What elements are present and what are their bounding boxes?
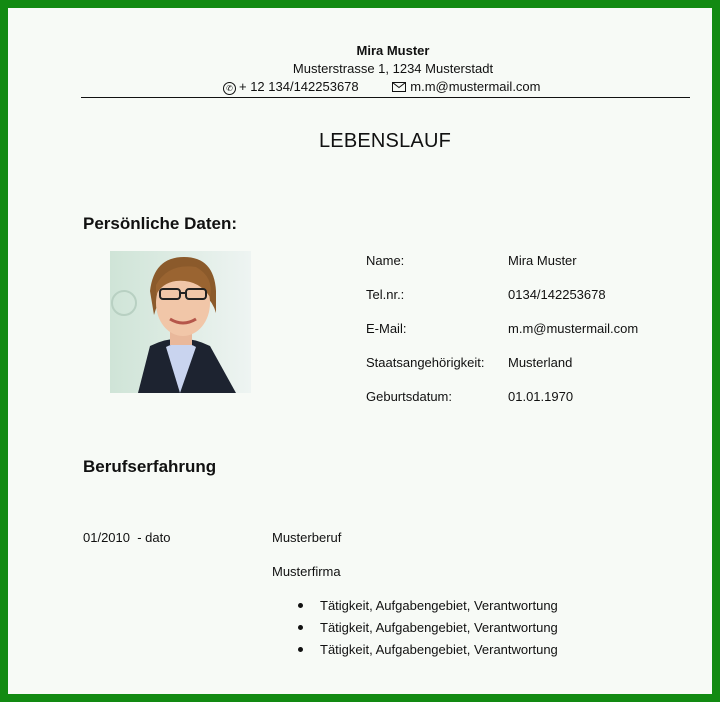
label-email: E-Mail: xyxy=(366,321,407,336)
phone-icon: ✆ xyxy=(223,82,236,95)
value-phone: 0134/142253678 xyxy=(508,287,606,302)
label-phone: Tel.nr.: xyxy=(366,287,405,302)
label-nationality: Staatsangehörigkeit: xyxy=(366,355,485,370)
header-phone: + 12 134/142253678 xyxy=(239,79,359,94)
label-birthdate: Geburtsdatum: xyxy=(366,389,452,404)
cv-page xyxy=(8,8,712,694)
header-divider xyxy=(81,97,690,98)
profile-photo xyxy=(110,251,251,393)
task-item: Tätigkeit, Aufgabengebiet, Verantwortung xyxy=(296,619,558,641)
mail-icon xyxy=(392,82,406,92)
task-list xyxy=(296,597,558,663)
header-contact xyxy=(223,79,540,95)
task-item: Tätigkeit, Aufgabengebiet, Verantwortung xyxy=(296,597,558,619)
experience-period: 01/2010 - dato xyxy=(83,530,171,545)
experience-job: Musterberuf xyxy=(272,530,342,545)
task-item: Tätigkeit, Aufgabengebiet, Verantwortung xyxy=(296,641,558,663)
personal-data-heading: Persönliche Daten: xyxy=(83,214,237,233)
header-name: Mira Muster xyxy=(356,43,430,58)
header-address: Musterstrasse 1, 1234 Musterstadt xyxy=(292,61,494,76)
value-email: m.m@mustermail.com xyxy=(508,321,639,336)
value-name: Mira Muster xyxy=(508,253,577,268)
document-title: LEBENSLAUF xyxy=(318,130,452,152)
experience-heading: Berufserfahrung xyxy=(83,457,217,476)
header-email: m.m@mustermail.com xyxy=(410,79,541,94)
experience-company: Musterfirma xyxy=(272,564,341,579)
value-birthdate: 01.01.1970 xyxy=(508,389,574,404)
value-nationality: Musterland xyxy=(508,355,573,370)
label-name: Name: xyxy=(366,253,405,268)
